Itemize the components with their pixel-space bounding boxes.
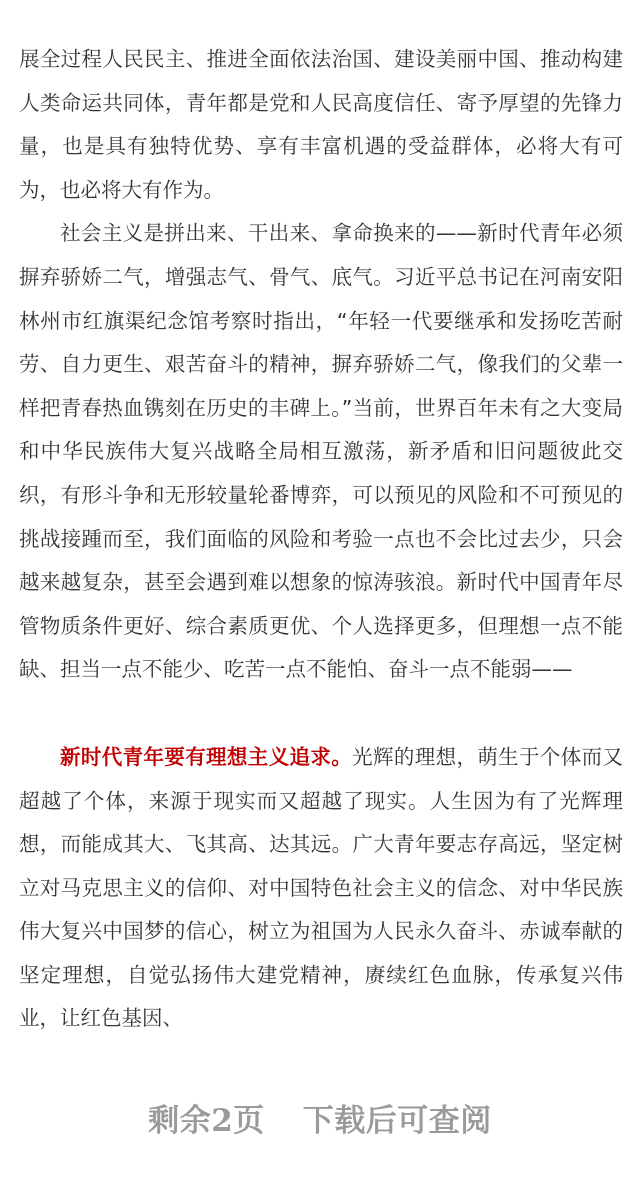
section-heading: 新时代青年要有理想主义追求。 <box>60 744 353 769</box>
download-prompt-label[interactable]: 下载后可查阅 <box>302 1102 492 1139</box>
paragraph-3 <box>19 736 623 1041</box>
download-prompt-banner[interactable] <box>0 1072 640 1162</box>
paragraph-1-text: 展全过程人民民主、推进全面依法治国、建设美丽中国、推动构建人类命运共同体，青年都是党和人民高度信任、寄予厚望的先锋力量，也是具有独特优势、享有丰富机遇的受益群体，必将大有可为，也必将大有作为。 <box>19 47 623 202</box>
paragraph-3-text: 光辉的理想，萌生于个体而又超越了个体，来源于现实而又超越了现实。人生因为有了光辉理想，而能成其大、飞其高、达其远。广大青年要志存高远，坚定树立对马克思主义的信仰、对中国特色社会主义的信念、对中华民族伟大复兴中国梦的信心，树立为祖国为人民永久奋斗、赤诚奉献的坚定理想，自觉弘扬伟大建党精神，赓续红色血脉，传承复兴伟业，让红色基因、 <box>19 744 624 1031</box>
paragraph-2-text: 社会主义是拼出来、干出来、拿命换来的——新时代青年必须摒弃骄娇二气，增强志气、骨气、底气。习近平总书记在河南安阳林州市红旗渠纪念馆考察时指出，“年轻一代要继承和发扬吃苦耐劳、自力更生、艰苦奋斗的精神，摒弃骄娇二气，像我们的父辈一样把青春热血镌刻在历史的丰碑上。”当前，世界百年未有之大变局和中华民族伟大复兴战略全局相互激荡，新矛盾和旧问题彼此交织，有形斗争和无形较量轮番博弈，可以预见的风险和不可预见的挑战接踵而至，我们面临的风险和考验一点也不会比过去少，只会越来越复杂，甚至会遇到难以想象的惊涛骇浪。新时代中国青年尽管物质条件更好、综合素质更优、个人选择更多，但理想一点不能缺、担当一点不能少、吃苦一点不能怕、奋斗一点不能弱—— <box>19 221 623 682</box>
paragraph-2 <box>19 212 623 692</box>
paragraph-1 <box>19 38 623 212</box>
remaining-pages-label: 剩余2页 <box>148 1102 265 1139</box>
document-body <box>19 38 623 1041</box>
